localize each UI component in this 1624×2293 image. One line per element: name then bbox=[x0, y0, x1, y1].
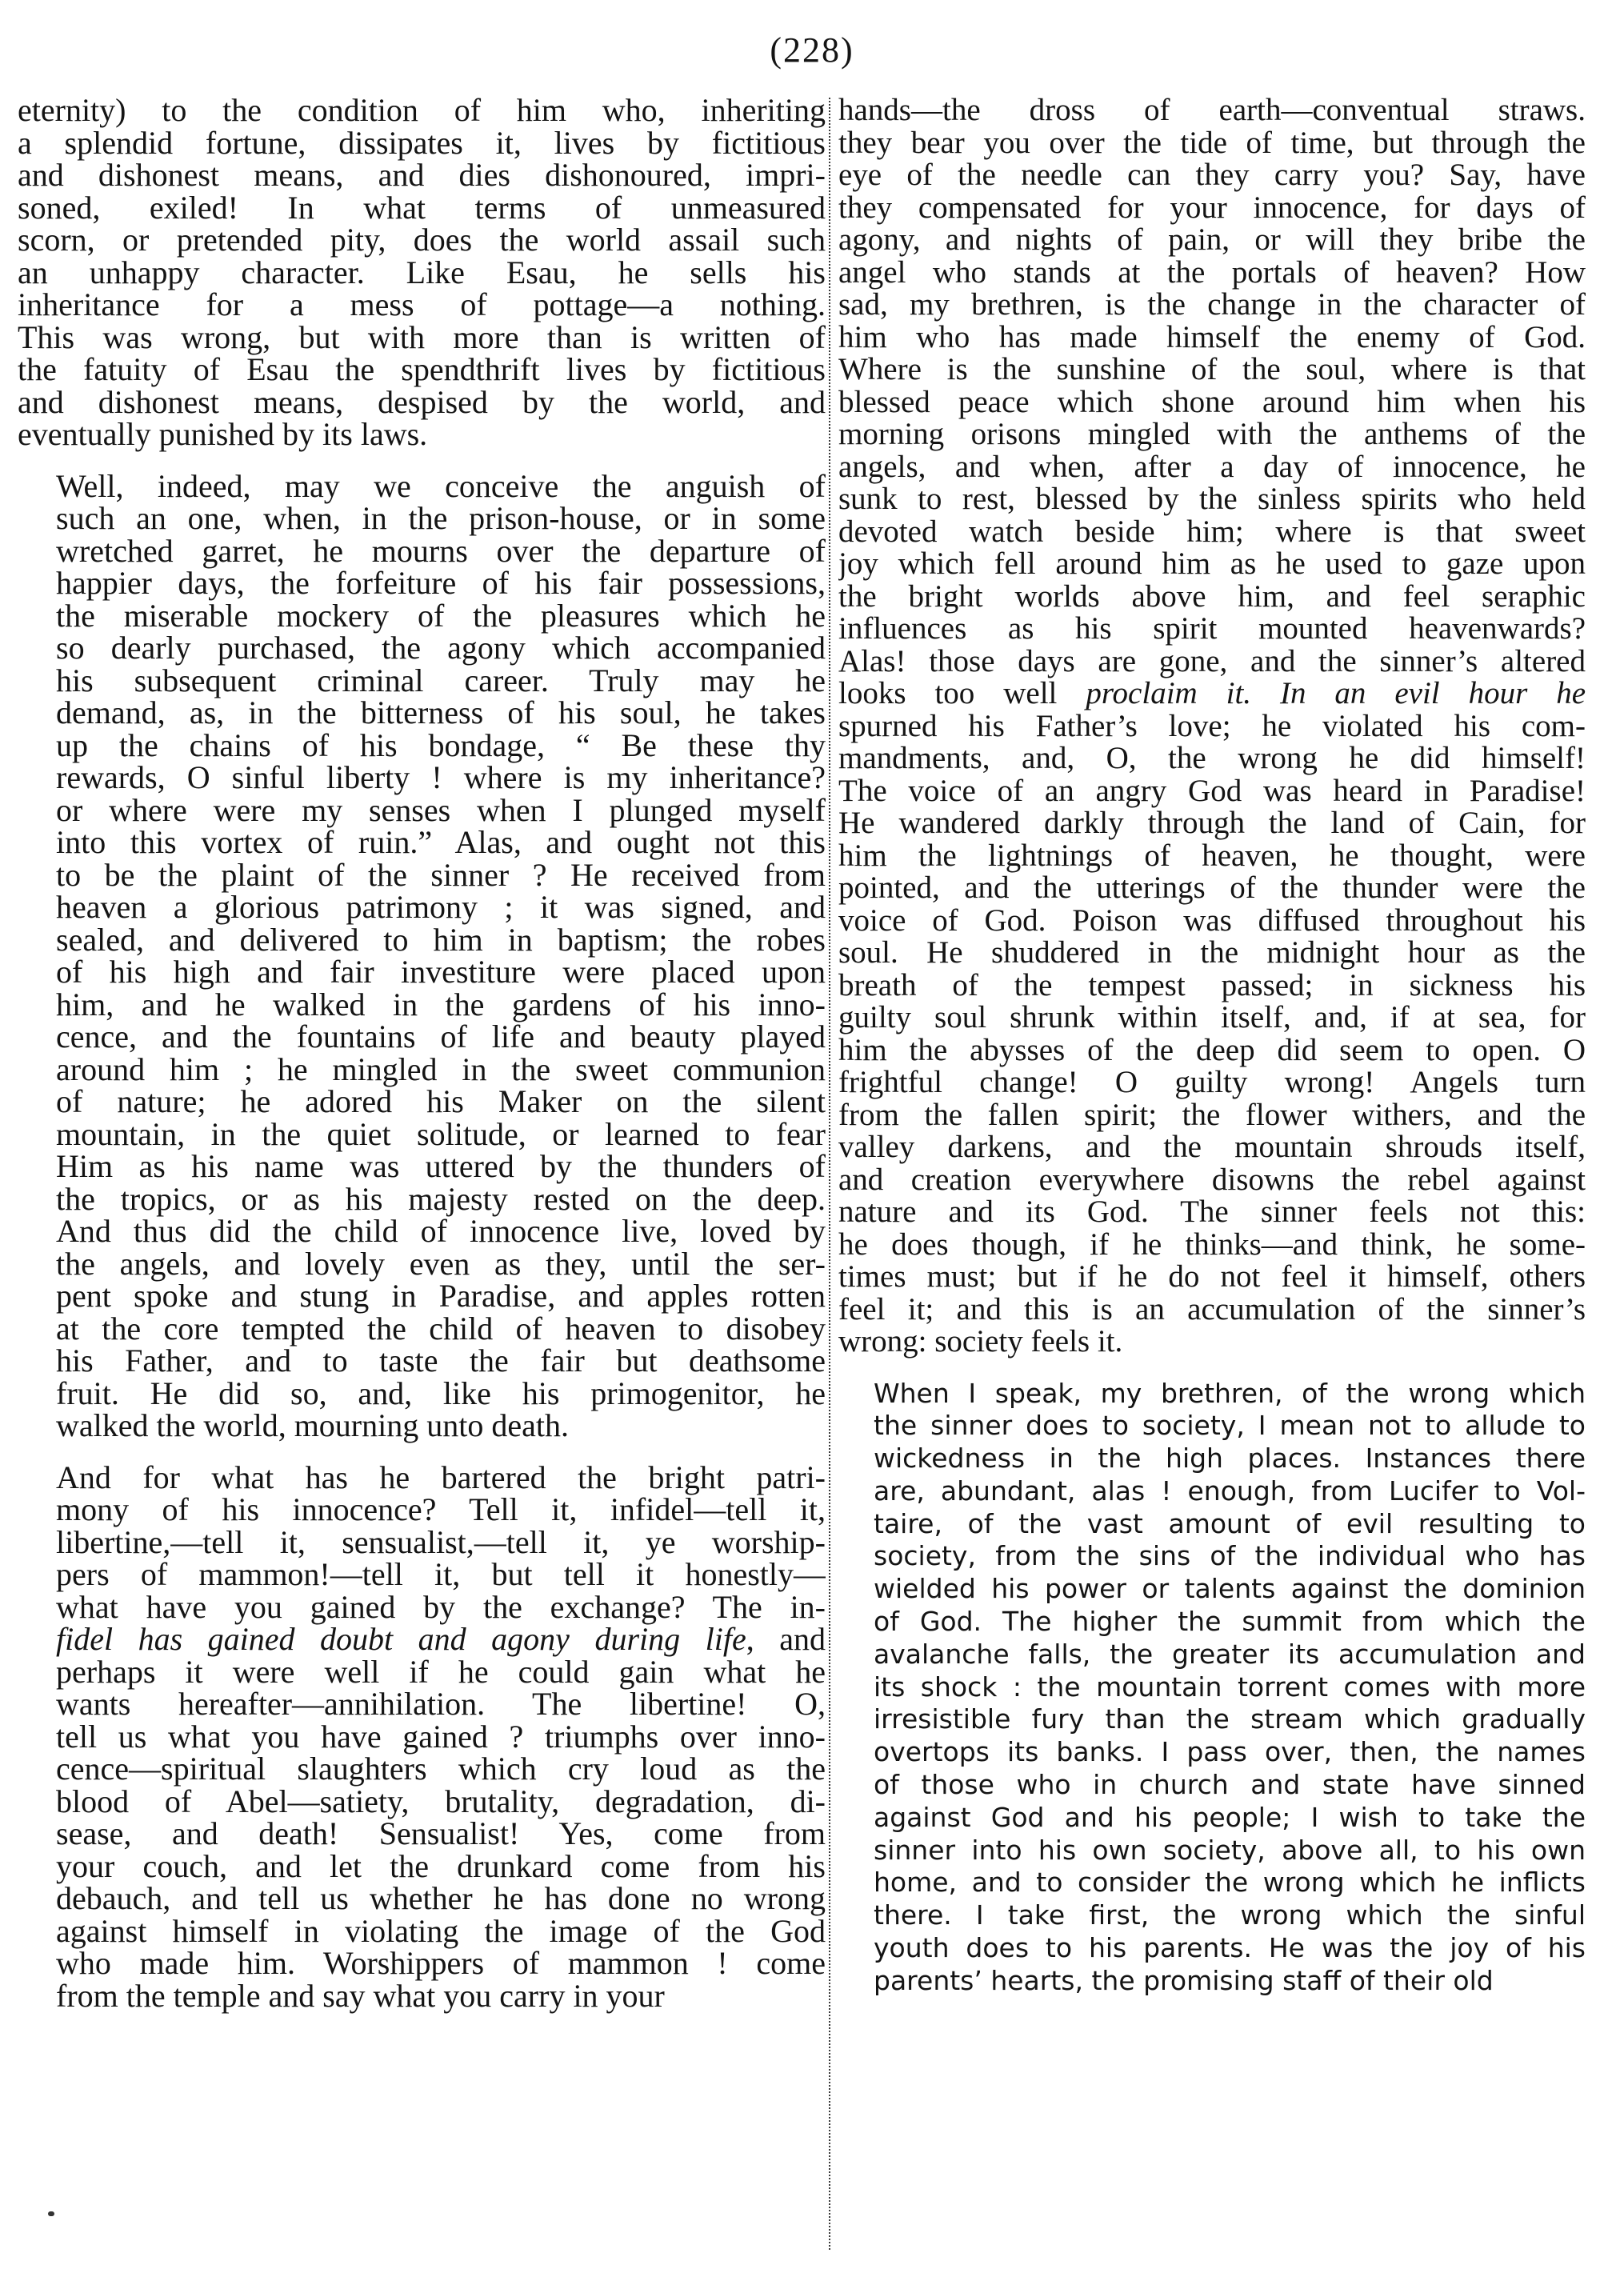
text-line: The voice of an angry God was heard in Paradise! bbox=[838, 773, 1586, 808]
text-line: sunk to rest, blessed by the sinless spirits who held bbox=[838, 482, 1586, 516]
text-line: him who has made himself the enemy of God. bbox=[838, 319, 1586, 354]
text-line: guilty soul shrunk within itself, and, if at sea, for bbox=[838, 1000, 1586, 1034]
text-line: perhaps it were well if he could gain what he bbox=[56, 1653, 826, 1690]
text-line: pent spoke and stung in Paradise, and apples rotten bbox=[56, 1278, 826, 1314]
text-line: soul. He shuddered in the midnight hour as the bbox=[838, 935, 1586, 970]
text-line: against himself in violating the image of the God bbox=[56, 1912, 826, 1949]
text-line: of those who in church and state have sinned bbox=[874, 1769, 1586, 1801]
text-line: Where is the sunshine of the soul, where is that bbox=[838, 352, 1586, 386]
text-line: overtops its banks. I pass over, then, the names bbox=[874, 1736, 1586, 1768]
text-line: agony, and nights of pain, or will they bribe the bbox=[838, 222, 1586, 257]
text-line: the bright worlds above him, and feel seraphic bbox=[838, 578, 1586, 614]
text-line: cence, and the fountains of life and beauty played bbox=[56, 1018, 826, 1054]
text-line: wants hereafter—annihilation. The libertine! O, bbox=[56, 1686, 826, 1722]
text-line: tell us what you have gained ? triumphs over inno- bbox=[56, 1718, 826, 1755]
text-line: of God. The higher the summit from which the bbox=[874, 1606, 1586, 1638]
text-line: libertine,—tell it, sensualist,—tell it, ye worship- bbox=[56, 1523, 826, 1560]
page-number: (228) bbox=[770, 30, 854, 70]
text-line: at the core tempted the child of heaven to disobey bbox=[56, 1310, 826, 1347]
italic-phrase: fidel has gained doubt and agony during life bbox=[56, 1621, 746, 1657]
text-line: there. I take first, the wrong which the sinful bbox=[874, 1899, 1586, 1931]
text-line: scorn, or pretended pity, does the world assail such bbox=[18, 222, 826, 258]
text-line: parents’ hearts, the promising staff of their old bbox=[874, 1964, 1494, 1996]
text-line: heaven a glorious patrimony ; it was signed, and bbox=[56, 889, 826, 925]
text-line: soned, exiled! In what terms of unmeasured bbox=[18, 189, 826, 226]
ink-speck bbox=[48, 2211, 54, 2216]
text-line: debauch, and tell us whether he has done no wrong bbox=[56, 1880, 826, 1916]
text-line: the angels, and lovely even as they, until the ser- bbox=[56, 1245, 826, 1282]
text-line: eternity) to the condition of him who, inheriting bbox=[18, 94, 826, 128]
text-line: from the fallen spirit; the flower withers, and the bbox=[838, 1097, 1586, 1132]
text-line: such an one, when, in the prison-house, or in some bbox=[56, 500, 826, 536]
text-line: pers of mammon!—tell it, but tell it honestly— bbox=[56, 1556, 826, 1592]
text-line: pointed, and the utterings of the thunder were the bbox=[838, 870, 1586, 905]
text-line: its shock : the mountain torrent comes with more bbox=[874, 1671, 1586, 1703]
text-line: frightful change! O guilty wrong! Angels turn bbox=[838, 1065, 1586, 1099]
text-line: voice of God. Poison was diffused throughout his bbox=[838, 902, 1586, 938]
text-line: times must; but if he do not feel it himself, others bbox=[838, 1259, 1586, 1294]
text-line: spurned his Father’s love; he violated his com- bbox=[838, 708, 1586, 743]
text-line: morning orisons mingled with the anthems of the bbox=[838, 417, 1586, 451]
text-line: cence—spiritual slaughters which cry loud as the bbox=[56, 1751, 826, 1787]
text-line: the fatuity of Esau the spendthrift lives by fictitious bbox=[18, 351, 826, 387]
text-line: and dishonest means, and dies dishonoured, impri- bbox=[18, 157, 826, 193]
text-line: who made him. Worshippers of mammon ! come bbox=[56, 1945, 826, 1981]
text-line: fruit. He did so, and, like his primogenitor, he bbox=[56, 1375, 826, 1411]
text-line: home, and to consider the wrong which he inflicts bbox=[874, 1867, 1586, 1899]
column-divider bbox=[829, 98, 830, 2250]
text-line: rewards, O sinful liberty ! where is my inheritance? bbox=[56, 759, 826, 795]
text-line: taire, of the vast amount of evil resulting to bbox=[874, 1507, 1586, 1539]
text-line: eye of the needle can they carry you? Say, have bbox=[838, 158, 1586, 192]
text-line: When I speak, my brethren, of the wrong which bbox=[874, 1377, 1586, 1409]
text-line: Him as his name was uttered by the thunders of bbox=[56, 1148, 826, 1184]
text-line: he does though, if he thinks—and think, he some- bbox=[838, 1227, 1586, 1262]
text-line: into this vortex of ruin.” Alas, and ought not this bbox=[56, 824, 826, 860]
text-line: This was wrong, but with more than is written of bbox=[18, 318, 826, 355]
italic-phrase: proclaim it. In an evil hour he bbox=[1086, 676, 1586, 710]
text-line: devoted watch beside him; where is that sweet bbox=[838, 514, 1586, 549]
text-line: mony of his innocence? Tell it, infidel—tell it, bbox=[56, 1491, 826, 1527]
paragraph-left-2 bbox=[18, 467, 826, 1443]
text-line: breath of the tempest passed; in sickness his bbox=[838, 967, 1586, 1002]
text-line: wielded his power or talents against the dominion bbox=[874, 1573, 1586, 1605]
text-line: the sinner does to society, I mean not to allude to bbox=[874, 1410, 1586, 1442]
text-line: inheritance for a mess of pottage—a nothing. bbox=[18, 286, 826, 322]
text-line: of his high and fair investiture were placed upon bbox=[56, 954, 826, 990]
text-line: sinner into his own society, above all, to his own bbox=[874, 1834, 1586, 1866]
text-line: And thus did the child of innocence live, loved by bbox=[56, 1213, 826, 1249]
text-line: wickedness in the high places. Instances there bbox=[874, 1443, 1586, 1475]
text-line: Well, indeed, may we conceive the anguish of bbox=[56, 467, 826, 504]
text-line: He wandered darkly through the land of Cain, for bbox=[838, 806, 1586, 840]
text-line: happier days, the forfeiture of his fair possessions, bbox=[56, 565, 826, 601]
text-line: him the abysses of the deep did seem to open. O bbox=[838, 1032, 1586, 1067]
text-line: so dearly purchased, the agony which accompanied bbox=[56, 630, 826, 666]
text-line: blessed peace which shone around him when his bbox=[838, 384, 1586, 419]
paragraph-left-3 bbox=[18, 1459, 826, 2014]
text-line: influences as his spirit mounted heavenwards? bbox=[838, 611, 1586, 646]
right-column bbox=[838, 94, 1586, 2255]
text-line: eventually punished by its laws. bbox=[18, 416, 428, 452]
text-line: your couch, and let the drunkard come from his bbox=[56, 1847, 826, 1884]
text-line: mountain, in the quiet solitude, or learned to fear bbox=[56, 1115, 826, 1152]
paragraph-right-1 bbox=[838, 94, 1586, 1359]
text-line: his subsequent criminal career. Truly may he bbox=[56, 662, 826, 698]
text-line: looks too well proclaim it. In an evil hour he bbox=[838, 676, 1586, 710]
text-line: mandments, and, O, the wrong he did himself! bbox=[838, 741, 1586, 775]
paragraph-right-2 bbox=[838, 1378, 1586, 1998]
text-line: wrong: society feels it. bbox=[838, 1324, 1123, 1359]
text-line: wretched garret, he mourns over the departure of bbox=[56, 532, 826, 569]
text-line: nature and its God. The sinner feels not this: bbox=[838, 1195, 1586, 1229]
text-line: hands—the dross of earth—conventual straws. bbox=[838, 94, 1586, 127]
text-line: and dishonest means, despised by the world, and bbox=[18, 383, 826, 420]
text-line: his Father, and to taste the fair but deathsome bbox=[56, 1343, 826, 1379]
text-line: around him ; he mingled in the sweet communion bbox=[56, 1050, 826, 1087]
text-line: blood of Abel—satiety, brutality, degradation, di- bbox=[56, 1783, 826, 1819]
text-line: of nature; he adored his Maker on the silent bbox=[56, 1083, 826, 1119]
text-line: what have you gained by the exchange? The in- bbox=[56, 1588, 826, 1625]
text-line: fidel has gained doubt and agony during life, and bbox=[56, 1621, 826, 1657]
text-line: walked the world, mourning unto death. bbox=[56, 1407, 569, 1443]
text-line: feel it; and this is an accumulation of the sinner’s bbox=[838, 1291, 1586, 1327]
text-line: sease, and death! Sensualist! Yes, come from bbox=[56, 1815, 826, 1851]
text-line: a splendid fortune, dissipates it, lives by fictitious bbox=[18, 124, 826, 161]
text-line: they bear you over the tide of time, but through the bbox=[838, 125, 1586, 160]
text-line: youth does to his parents. He was the joy of his bbox=[874, 1932, 1586, 1964]
text-line: an unhappy character. Like Esau, he sells his bbox=[18, 254, 826, 290]
text-line: sealed, and delivered to him in baptism; the robes bbox=[56, 921, 826, 958]
text-line: angel who stands at the portals of heaven? How bbox=[838, 254, 1586, 290]
text-line: Alas! those days are gone, and the sinner’s altered bbox=[838, 643, 1586, 678]
text-line: or where were my senses when I plunged myself bbox=[56, 791, 826, 828]
text-line: angels, and when, after a day of innocence, he bbox=[838, 449, 1586, 484]
text-line: they compensated for your innocence, for days of bbox=[838, 190, 1586, 225]
text-line: him the lightnings of heaven, he thought, were bbox=[838, 838, 1586, 873]
text-line: avalanche falls, the greater its accumulation and bbox=[874, 1638, 1586, 1670]
text-line: the miserable mockery of the pleasures which he bbox=[56, 597, 826, 634]
text-line: are, abundant, alas ! enough, from Lucifer to Vol- bbox=[874, 1475, 1586, 1507]
text-line: sad, my brethren, is the change in the character of bbox=[838, 287, 1586, 322]
text-line: up the chains of his bondage, “ Be these thy bbox=[56, 726, 826, 763]
text-line: him, and he walked in the gardens of his inno- bbox=[56, 986, 826, 1022]
text-line: joy which fell around him as he used to gaze upon bbox=[838, 546, 1586, 581]
paragraph-left-1 bbox=[18, 94, 826, 451]
text-line: and creation everywhere disowns the rebel against bbox=[838, 1162, 1586, 1197]
left-column bbox=[18, 94, 826, 2255]
text-line: from the temple and say what you carry in your bbox=[56, 1977, 665, 2014]
text-line: valley darkens, and the mountain shrouds itself, bbox=[838, 1130, 1586, 1164]
text-line: to be the plaint of the sinner ? He received from bbox=[56, 856, 826, 893]
text-line: irresistible fury than the stream which gradually bbox=[874, 1703, 1586, 1735]
text-line: demand, as, in the bitterness of his soul, he takes bbox=[56, 694, 826, 730]
text-line: And for what has he bartered the bright patri- bbox=[56, 1459, 826, 1495]
text-line: against God and his people; I wish to take the bbox=[874, 1801, 1586, 1833]
text-line: society, from the sins of the individual who has bbox=[874, 1540, 1586, 1572]
text-line: the tropics, or as his majesty rested on the deep. bbox=[56, 1180, 826, 1217]
